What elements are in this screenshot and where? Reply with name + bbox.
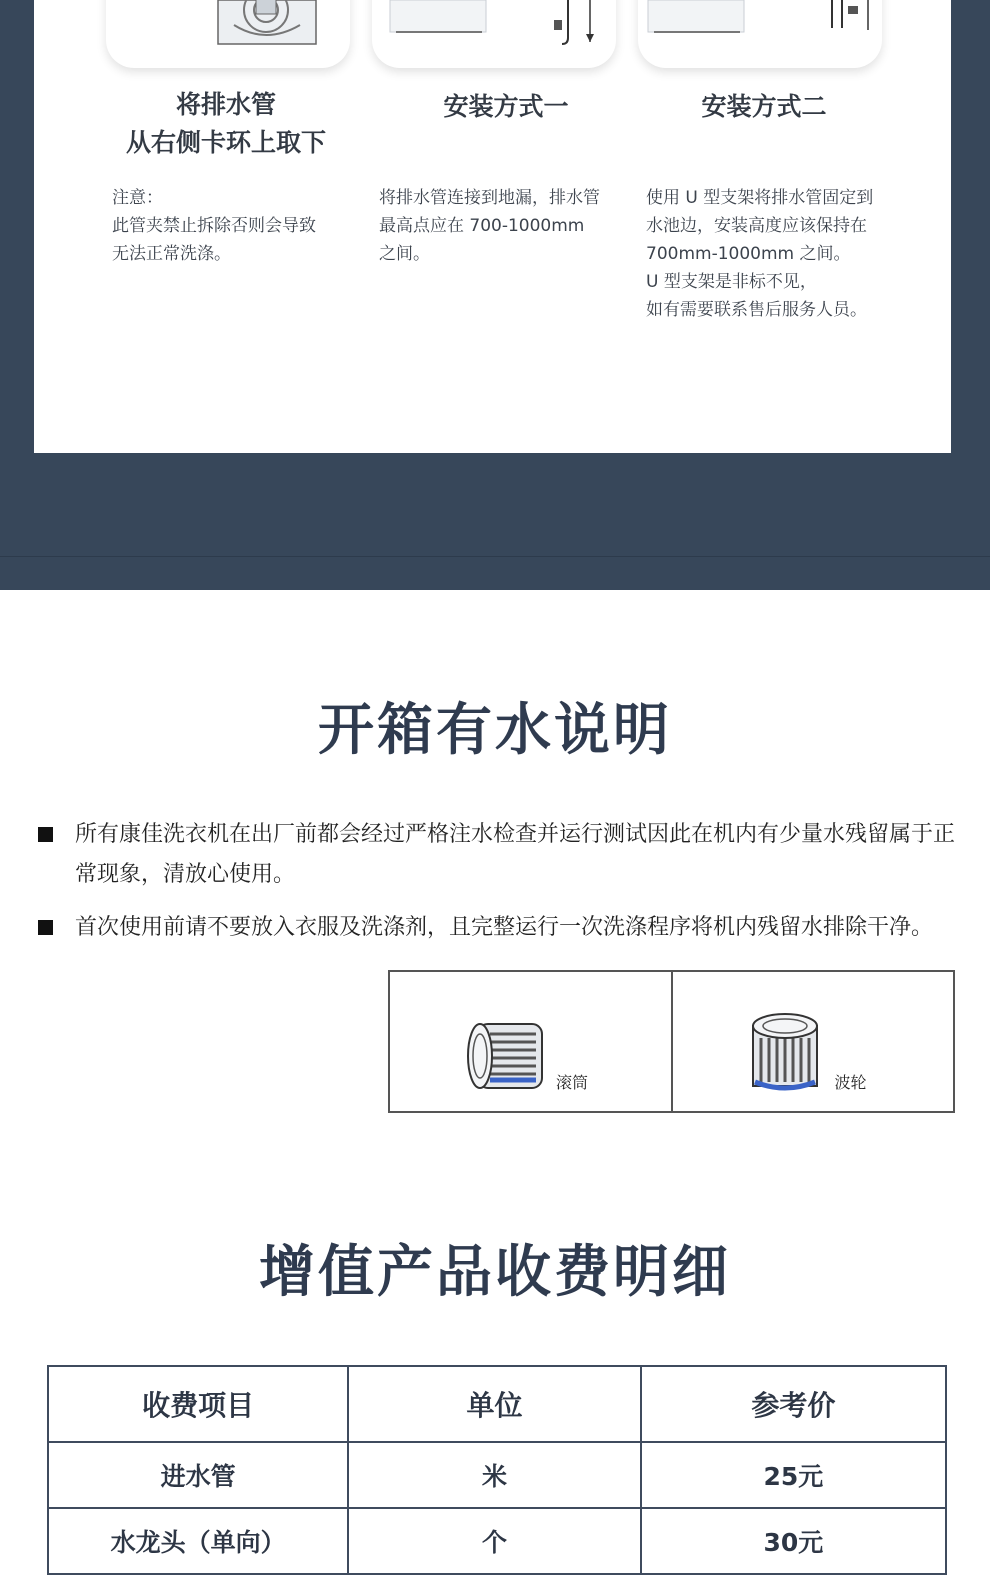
water-bullet-text: 所有康佳洗衣机在出厂前都会经过严格注水检查并运行测试因此在机内有少量水残留属于正常现象，清放心使用。 xyxy=(75,822,956,887)
step2-title: 安装方式一 xyxy=(443,92,569,121)
drum-washer-icon xyxy=(464,1018,550,1094)
drain-clip-icon xyxy=(106,0,350,68)
table-cell: 米 xyxy=(348,1442,640,1508)
table-cell: 水龙头（单向） xyxy=(48,1508,348,1574)
water-section-title: 开箱有水说明 xyxy=(318,698,672,763)
step3-title: 安装方式二 xyxy=(701,92,827,121)
drain-clip-illustration xyxy=(106,0,350,68)
step3-note-line: 如有需要联系售后服务人员。 xyxy=(646,300,867,320)
table-row xyxy=(48,1442,946,1508)
step1-note-line: 此管夹禁止拆除否则会导致 xyxy=(112,216,316,236)
table-header-row xyxy=(48,1366,946,1442)
drum-type-top-load xyxy=(671,972,954,1111)
step3-note-line: 700mm-1000mm 之间。 xyxy=(646,244,851,264)
table-cell: 30元 xyxy=(641,1508,946,1574)
step2-note-line: 将排水管连接到地漏，排水管 xyxy=(379,188,600,208)
square-bullet-icon xyxy=(38,827,53,842)
step3-note-line: U 型支架是非标不见， xyxy=(646,272,817,292)
square-bullet-icon xyxy=(38,920,53,935)
step2-note xyxy=(379,184,641,268)
drum-type-panel xyxy=(388,970,955,1113)
table-header-cell: 参考价 xyxy=(641,1366,946,1442)
step1-title xyxy=(94,86,358,162)
installation-card xyxy=(34,0,951,453)
step3-note-line: 水池边，安装高度应该保持在 xyxy=(646,216,867,236)
fee-table xyxy=(47,1365,947,1575)
table-cell: 个 xyxy=(348,1508,640,1574)
impeller-washer-icon xyxy=(747,1010,823,1096)
step2-note-line: 之间。 xyxy=(379,244,430,264)
band-divider xyxy=(0,556,990,557)
water-bullet-item xyxy=(38,815,968,895)
drum-label: 波轮 xyxy=(834,1073,867,1092)
table-header-cell: 单位 xyxy=(348,1366,640,1442)
step2-note-line: 最高点应在 700-1000mm xyxy=(379,216,585,236)
floor-drain-illustration xyxy=(372,0,616,68)
fee-section-title: 增值产品收费明细 xyxy=(259,1240,731,1305)
water-bullet-text: 首次使用前请不要放入衣服及洗涤剂，且完整运行一次洗涤程序将机内残留水排除干净。 xyxy=(75,915,934,940)
step1-note-line: 注意： xyxy=(112,188,163,208)
washer-floor-drain-icon xyxy=(372,0,616,68)
table-cell: 25元 xyxy=(641,1442,946,1508)
step3-note xyxy=(646,184,918,324)
drum-label: 滚筒 xyxy=(556,1073,589,1092)
table-cell: 进水管 xyxy=(48,1442,348,1508)
step1-note xyxy=(112,184,374,268)
washer-sink-bracket-icon xyxy=(638,0,882,68)
sink-bracket-illustration xyxy=(638,0,882,68)
step1-note-line: 无法正常洗涤。 xyxy=(112,244,231,264)
step1-title-line2: 从右侧卡环上取下 xyxy=(125,128,326,157)
drum-type-front-load xyxy=(390,972,671,1111)
table-row xyxy=(48,1508,946,1574)
step1-title-line1: 将排水管 xyxy=(175,90,276,119)
table-header-cell: 收费项目 xyxy=(48,1366,348,1442)
step3-note-line: 使用 U 型支架将排水管固定到 xyxy=(646,188,874,208)
